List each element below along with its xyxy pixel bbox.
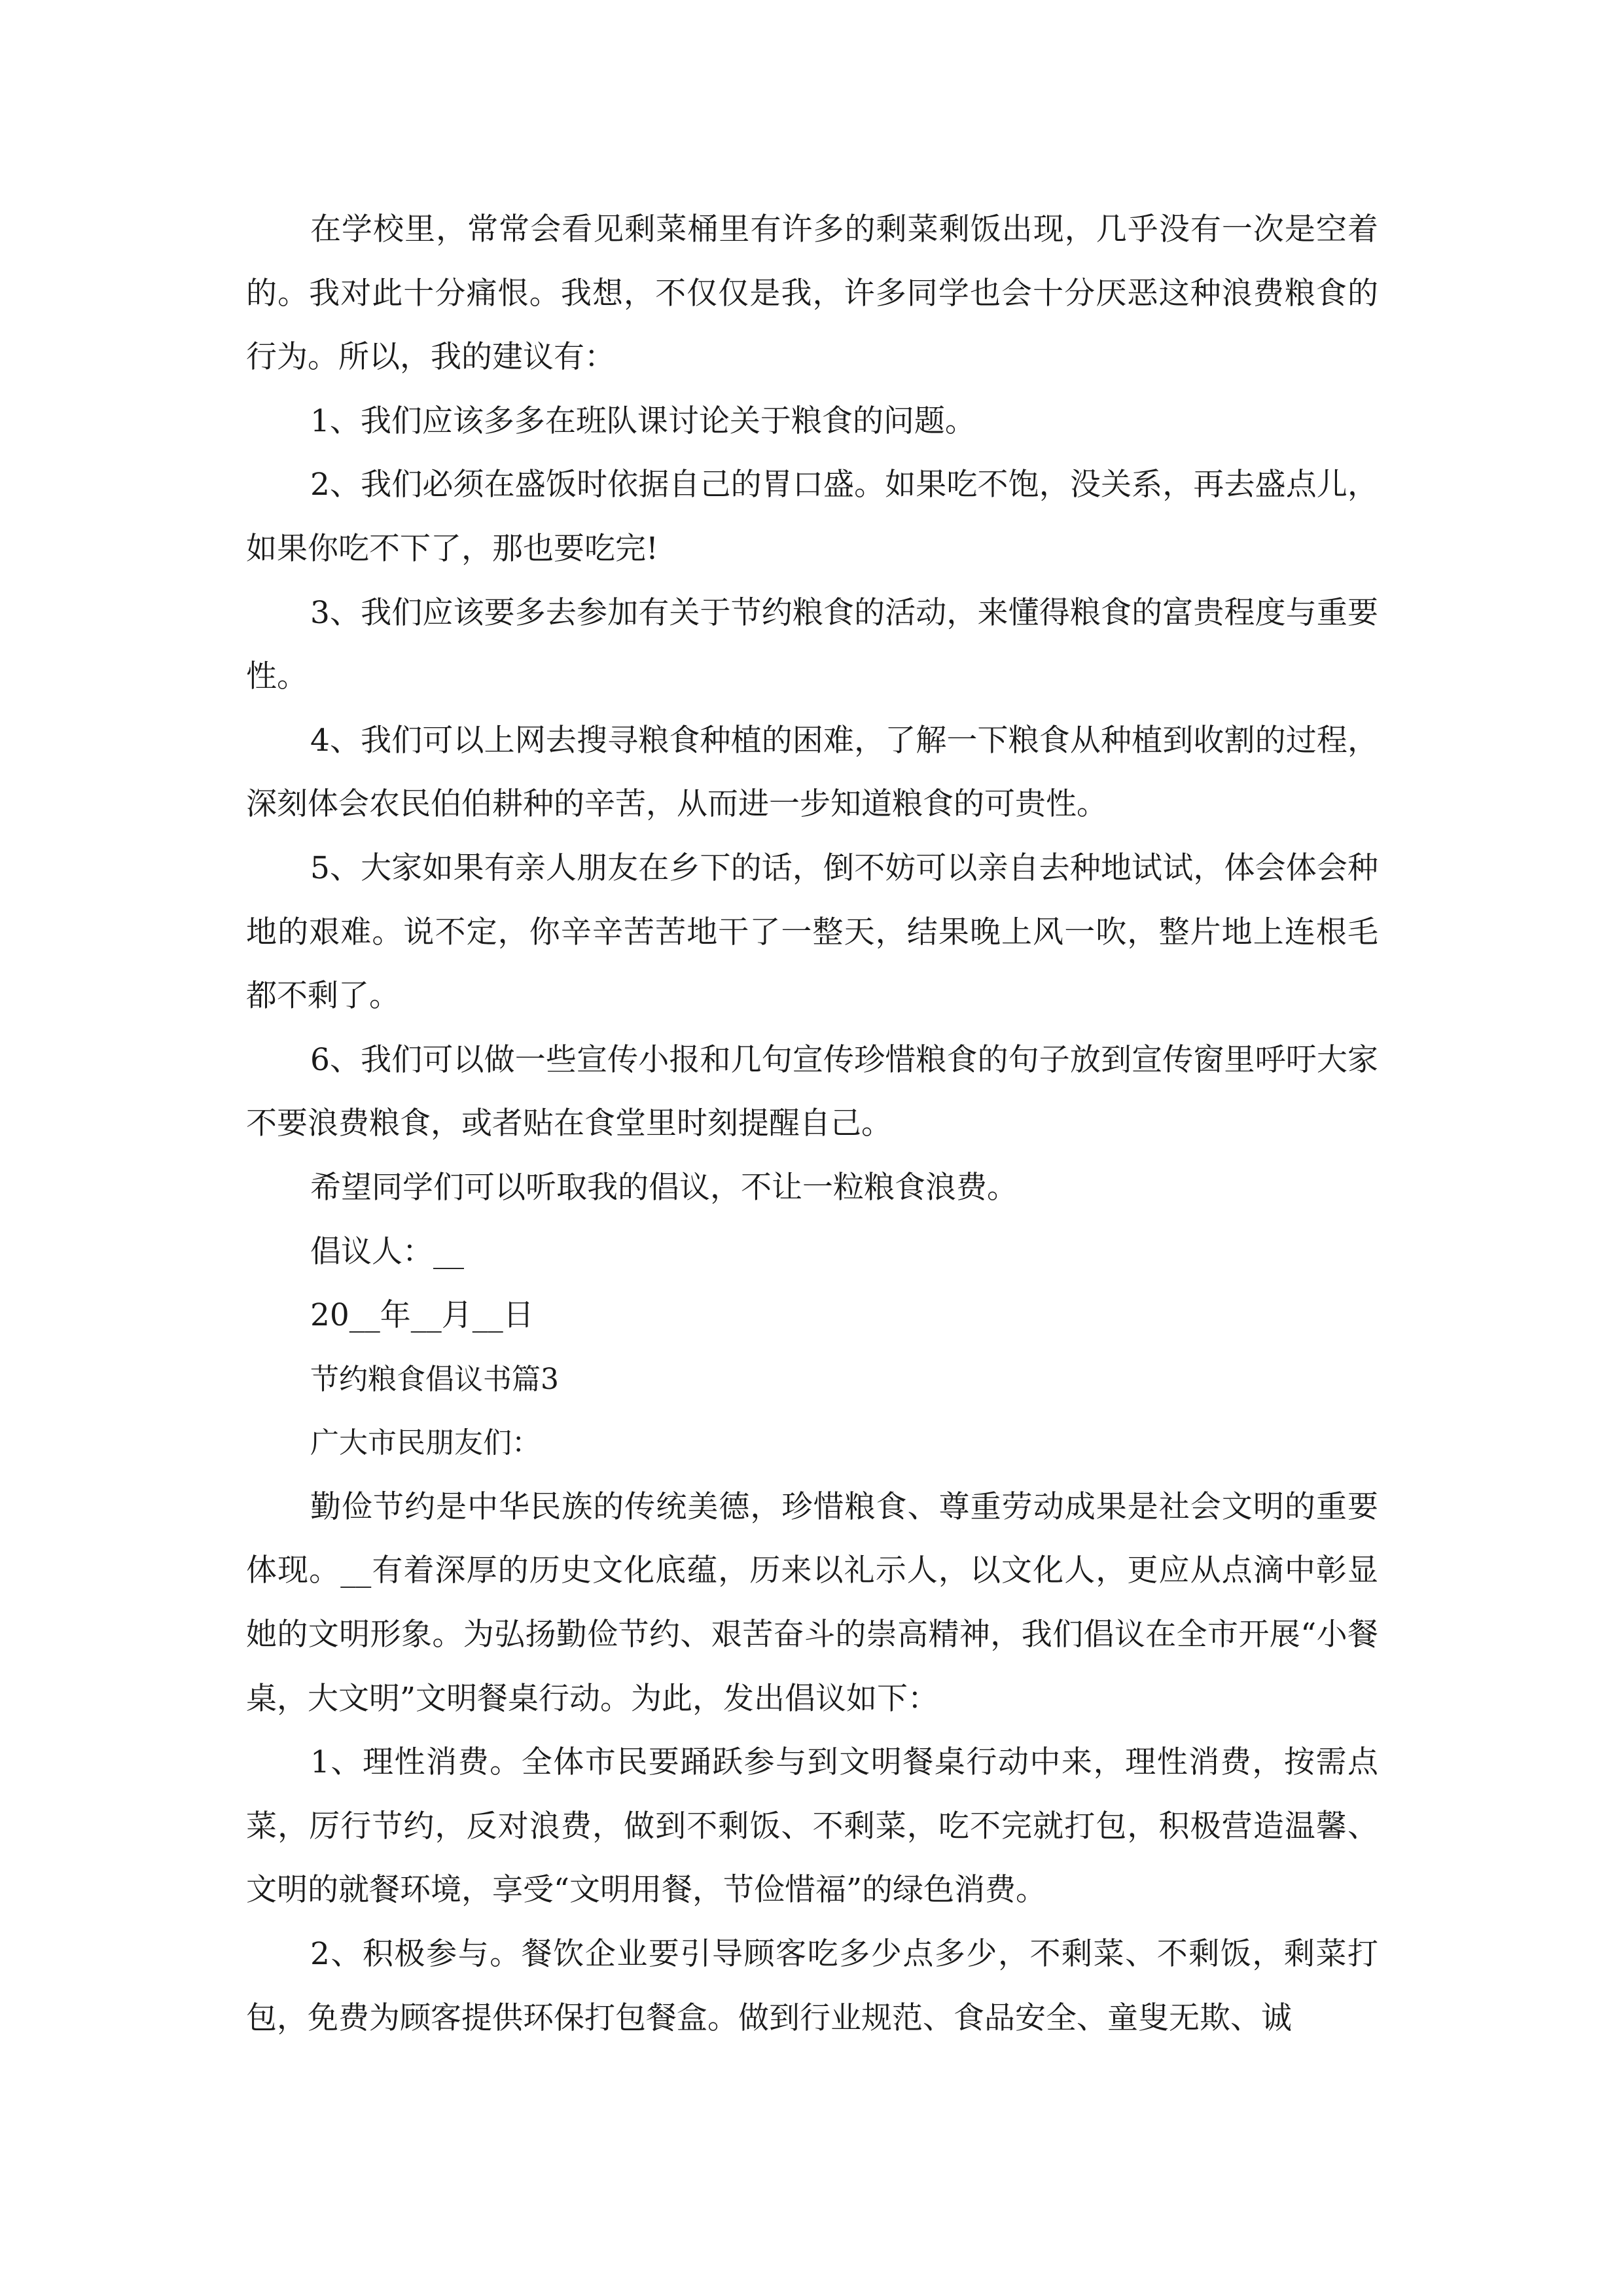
suggestion-2: 2、我们必须在盛饭时依据自己的胃口盛。如果吃不饱，没关系，再去盛点儿，如果你吃不下了，那也要吃完!	[246, 467, 1378, 567]
section-title: 节约粮食倡议书篇3	[310, 1362, 559, 1396]
closing-hope: 希望同学们可以听取我的倡议，不让一粒粮食浪费。	[310, 1169, 1018, 1206]
suggestion-5: 5、大家如果有亲人朋友在乡下的话，倒不妨可以亲自去种地试试，体会体会种地的艰难。说不定，你辛辛苦苦地干了一整天，结果晚上风一吹，整片地上连根毛都不剩了。	[246, 850, 1378, 1014]
suggestion-1: 1、我们应该多多在班队课讨论关于粮食的问题。	[310, 403, 976, 439]
suggestion-4: 4、我们可以上网去搜寻粮食种植的困难，了解一下粮食从种植到收割的过程，深刻体会农民伯伯耕种的辛苦，从而进一步知道粮食的可贵性。	[246, 722, 1378, 823]
proposer-line: 倡议人：__	[310, 1233, 464, 1270]
salutation: 广大市民朋友们：	[310, 1426, 541, 1460]
proposal-2: 2、积极参与。餐饮企业要引导顾客吃多少点多少，不剩菜、不剩饭，剩菜打包，免费为顾客提供环保打包餐盒。做到行业规范、食品安全、童叟无欺、诚	[246, 1936, 1378, 2036]
proposal-1: 1、理性消费。全体市民要踊跃参与到文明餐桌行动中来，理性消费，按需点菜，厉行节约，反对浪费，做到不剩饭、不剩菜，吃不完就打包，积极营造温馨、文明的就餐环境，享受“文明用餐，节俭惜福”的绿色消费。	[246, 1744, 1378, 1909]
suggestion-6: 6、我们可以做一些宣传小报和几句宣传珍惜粮食的句子放到宣传窗里呼吁大家不要浪费粮食，或者贴在食堂里时刻提醒自己。	[246, 1041, 1378, 1142]
paragraph-intro-2: 勤俭节约是中华民族的传统美德，珍惜粮食、尊重劳动成果是社会文明的重要体现。__有着深厚的历史文化底蕴，历来以礼示人，以文化人，更应从点滴中彰显她的文明形象。为弘扬勤俭节约、艰苦奋斗的崇高精神，我们倡议在全市开展“小餐桌，大文明”文明餐桌行动。为此，发出倡议如下：	[246, 1488, 1378, 1717]
date-line: 20__年__月__日	[310, 1297, 534, 1334]
paragraph-intro: 在学校里，常常会看见剩菜桶里有许多的剩菜剩饭出现，几乎没有一次是空着的。我对此十分痛恨。我想，不仅仅是我，许多同学也会十分厌恶这种浪费粮食的行为。所以，我的建议有：	[246, 211, 1378, 376]
suggestion-3: 3、我们应该要多去参加有关于节约粮食的活动，来懂得粮食的富贵程度与重要性。	[246, 594, 1378, 695]
document-body	[246, 198, 1378, 2050]
